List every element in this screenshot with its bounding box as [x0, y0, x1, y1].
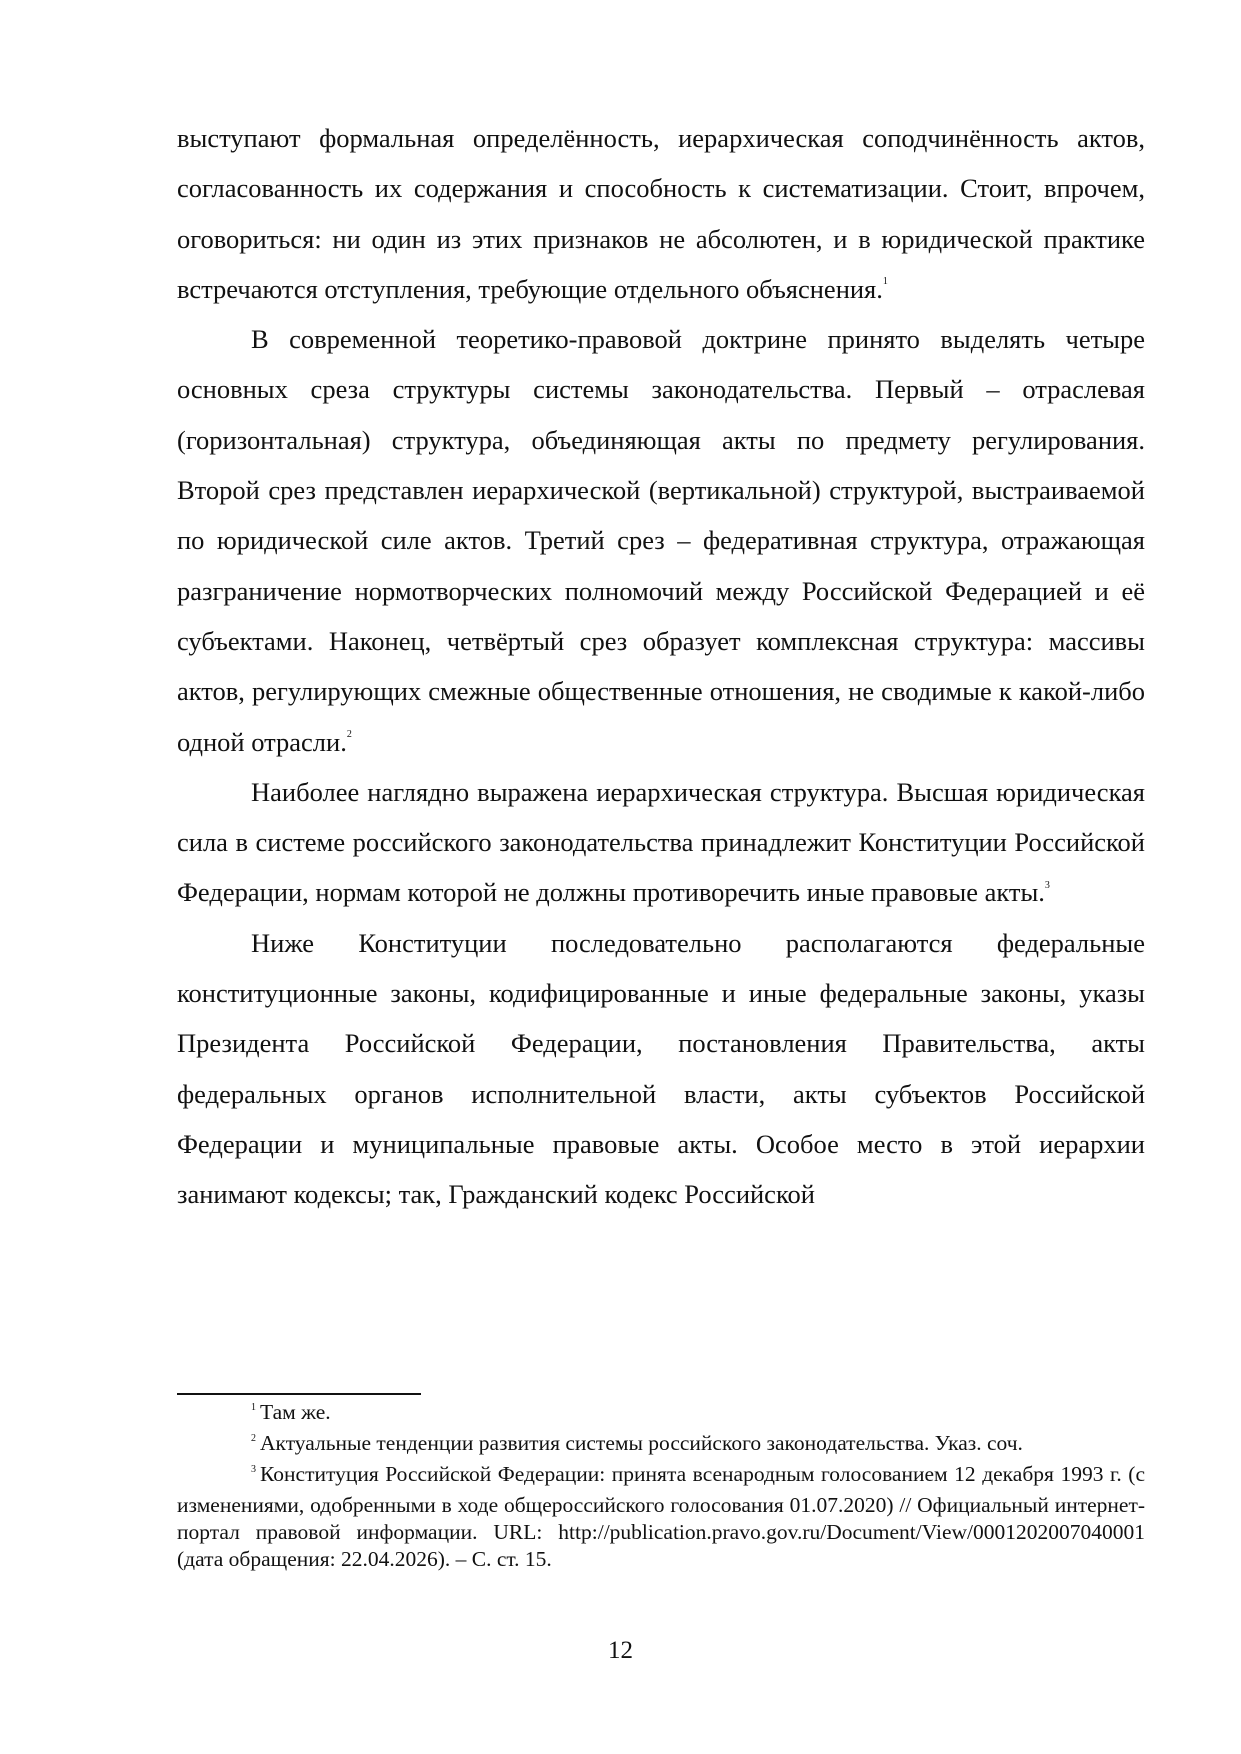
body-text [177, 113, 1145, 1220]
paragraph-1-text: выступают формальная определённость, иерархическая соподчинённость актов, согласованность их содержания и способность к систематизации. Стоит, впрочем, оговориться: ни один из этих признаков не абсолютен, и в юридической практике встречаются отступления, требующие отдельного объяснения. [177, 123, 1145, 304]
footnote-ref-1[interactable]: 1 [882, 276, 888, 288]
footnotes [177, 1399, 1145, 1573]
footnote-number-2: 2 [251, 1433, 256, 1444]
footnote-text-2: Актуальные тенденции развития системы российского законодательства. Указ. соч. [260, 1431, 1023, 1455]
paragraph-3 [177, 767, 1145, 918]
footnote-text-3: Конституция Российской Федерации: принята всенародным голосованием 12 декабря 1993 г. (с изменениями, одобренными в ходе общероссийского голосования 01.07.2020) // Официальный интернет-портал правовой информации. URL: http://publication.pravo.gov.ru/Document/View/0001202007040001 (дата обращения: 22.04.2026). – С. ст. 15. [177, 1462, 1145, 1571]
paragraph-3-text: Наиболее наглядно выражена иерархическая структура. Высшая юридическая сила в системе российского законодательства принадлежит Конституции Российской Федерации, нормам которой не должны противоречить иные правовые акты. [177, 776, 1145, 908]
paragraph-2 [177, 314, 1145, 767]
footnote-ref-2[interactable]: 2 [346, 728, 352, 740]
footnote-text-1: Там же. [260, 1400, 331, 1424]
paragraph-4-text: Ниже Конституции последовательно располагаются федеральные конституционные законы, кодифицированные и иные федеральные законы, указы Президента Российской Федерации, постановления Правительства, акты федеральных органов исполнительной власти, акты субъектов Российской Федерации и муниципальные правовые акты. Особое место в этой иерархии занимают кодексы; так, Гражданский кодекс Российской [177, 927, 1145, 1210]
footnote-2 [177, 1430, 1145, 1461]
footnote-number-1: 1 [251, 1402, 256, 1413]
footnote-1 [177, 1399, 1145, 1430]
footnote-number-3: 3 [251, 1464, 256, 1475]
footnote-ref-3[interactable]: 3 [1044, 879, 1050, 891]
paragraph-1 [177, 113, 1145, 314]
footnote-3 [177, 1461, 1145, 1573]
paragraph-4 [177, 918, 1145, 1220]
paragraph-2-text: В современной теоретико-правовой доктрине принято выделять четыре основных среза структуры системы законодательства. Первый – отраслевая (горизонтальная) структура, объединяющая акты по предмету регулирования. Второй срез представлен иерархической (вертикальной) структурой, выстраиваемой по юридической силе актов. Третий срез – федеративная структура, отражающая разграничение нормотворческих полномочий между Российской Федерацией и её субъектами. Наконец, четвёртый срез образует комплексная структура: массивы актов, регулирующих смежные общественные отношения, не сводимые к какой-либо одной отрасли. [177, 324, 1145, 757]
footnote-separator [177, 1393, 421, 1395]
page-number: 12 [608, 1637, 633, 1664]
